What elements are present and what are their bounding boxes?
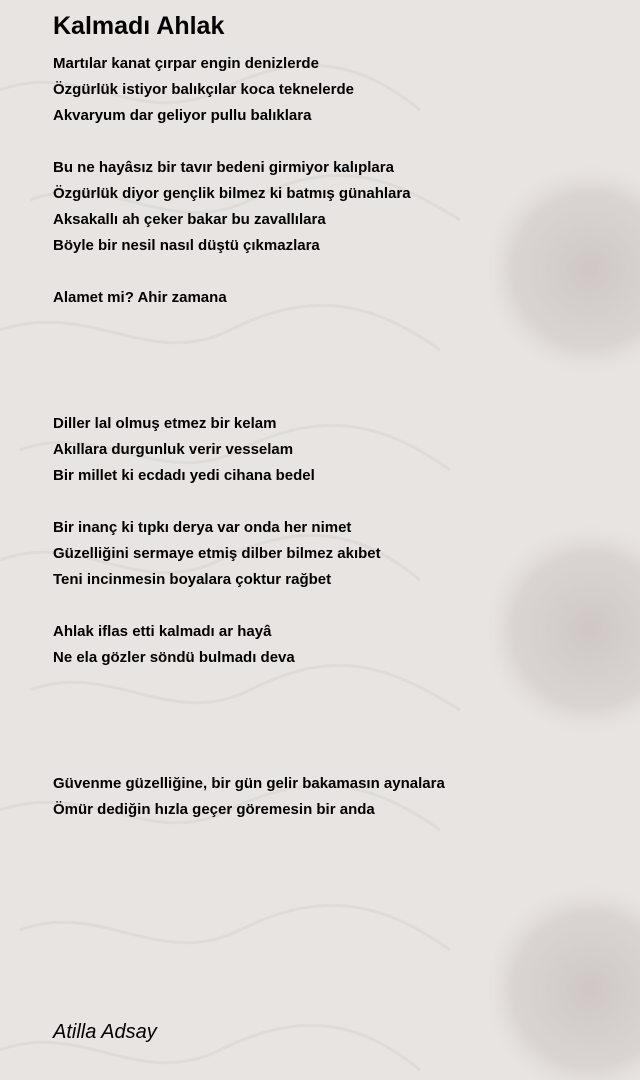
poem-line: Güzelliğini sermaye etmiş dilber bilmez akıbet [53,545,381,562]
poem-title: Kalmadı Ahlak [53,12,225,40]
poem-line: Ahlak iflas etti kalmadı ar hayâ [53,623,272,640]
poem-line: Alamet mi? Ahir zamana [53,289,227,306]
poem-line: Akıllara durgunluk verir vesselam [53,441,294,458]
stanza [53,155,411,259]
stanza [53,515,381,593]
poem-line: Aksakallı ah çeker bakar bu zavallılara [53,211,326,228]
poem-line: Martılar kanat çırpar engin denizlerde [53,55,319,72]
poem-line: Bu ne hayâsız bir tavır bedeni girmiyor kalıplara [53,159,394,176]
poem-author: Atilla Adsay [53,1021,157,1043]
stanza [53,51,354,129]
stanza [53,285,227,311]
poem-line: Bir inanç ki tıpkı derya var onda her nimet [53,519,352,536]
stanza [53,619,295,671]
poem-line: Teni incinmesin boyalara çoktur rağbet [53,571,332,588]
poem-line: Ne ela gözler söndü bulmadı deva [53,649,295,666]
poem-line: Akvaryum dar geliyor pullu balıklara [53,107,312,124]
poem-line: Özgürlük istiyor balıkçılar koca teknelerde [53,81,354,98]
poem-line: Diller lal olmuş etmez bir kelam [53,415,277,432]
poem-line: Özgürlük diyor gençlik bilmez ki batmış günahlara [53,185,411,202]
stanza [53,771,445,823]
stanza [53,411,315,489]
poem-line: Böyle bir nesil nasıl düştü çıkmazlara [53,237,320,254]
poem-line: Ömür dediğin hızla geçer göremesin bir anda [53,801,375,818]
poem-line: Güvenme güzelliğine, bir gün gelir bakamasın aynalara [53,775,445,792]
poem-line: Bir millet ki ecdadı yedi cihana bedel [53,467,315,484]
